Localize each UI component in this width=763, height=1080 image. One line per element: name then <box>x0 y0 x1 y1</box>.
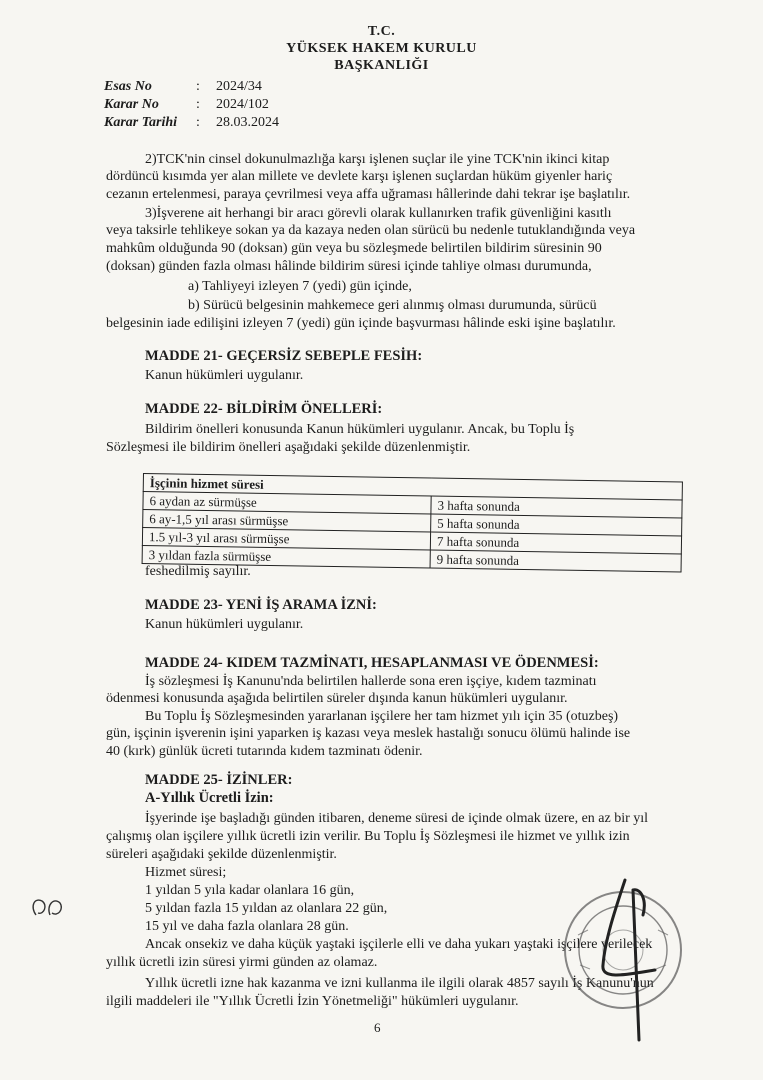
meta-sep: : <box>196 79 200 94</box>
article-21-body: Kanun hükümleri uygulanır. <box>145 368 304 383</box>
header-office: BAŞKANLIĞI <box>334 58 429 73</box>
para-line: Yıllık ücretli izne hak kazanma ve izni kullanma ile ilgili olarak 4857 sayılı İş Kanunu'nun <box>145 976 654 991</box>
notice-cell: 3 hafta sonunda <box>431 496 682 518</box>
para-line: dördüncü kısımda yer alan millete ve devlete karşı işlenen suçlardan hüküm giyenler hariç <box>106 169 613 184</box>
table-footnote: feshedilmiş sayılır. <box>145 564 251 579</box>
case-meta <box>104 78 279 132</box>
para-line: İşyerinde işe başladığı günden itibaren, deneme süresi de içinde olmak üzere, en az bir yıl <box>145 811 649 826</box>
header-tc: T.C. <box>367 24 396 39</box>
para-line: 40 (kırk) günlük ücreti tutarında kıdem tazminatı ödenir. <box>106 744 423 759</box>
notice-cell: 5 hafta sonunda <box>431 514 682 536</box>
notice-cell: 9 hafta sonunda <box>430 550 681 572</box>
para-line: Ancak onsekiz ve daha küçük yaştaki işçilerle elli ve daha yukarı yaştaki işçilere verilecek <box>145 937 653 952</box>
duration-cell: 6 ay-1,5 yıl arası sürmüşse <box>143 510 431 533</box>
signature-icon <box>595 870 675 1050</box>
article-24-title: MADDE 24- KIDEM TAZMİNATI, HESAPLANMASI VE ÖDENMESİ: <box>145 655 599 671</box>
article-25-title: MADDE 25- İZİNLER: <box>145 772 293 788</box>
meta-row-karar <box>104 96 279 114</box>
para-line: Bildirim önelleri konusunda Kanun hükümleri uygulanır. Ancak, bu Toplu İş <box>145 422 575 437</box>
notice-cell: 7 hafta sonunda <box>430 532 681 554</box>
para-line: çalışmış olan işçilere yıllık ücretli izin verilir. Bu Toplu İş Sözleşmesi ile hizmet ve yıllık izin <box>106 829 630 844</box>
meta-value: 2024/102 <box>216 97 269 112</box>
para-line: Sözleşmesi ile bildirim önelleri aşağıdaki şekilde düzenlenmiştir. <box>106 440 471 455</box>
article-25-subtitle: A-Yıllık Ücretli İzin: <box>145 790 274 806</box>
meta-sep: : <box>196 115 200 130</box>
meta-value: 28.03.2024 <box>216 115 279 130</box>
para-line: İş sözleşmesi İş Kanunu'nda belirtilen hallerde sona eren işçiye, kıdem tazminatı <box>145 674 597 689</box>
para-line: yıllık ücretli izin süresi yirmi günden az olamaz. <box>106 955 378 970</box>
para-line: a) Tahliyeyi izleyen 7 (yedi) gün içinde, <box>188 279 412 294</box>
para-line: ödenmesi konusunda aşağıda belirtilen süreler dışında kanun hükümleri uygulanır. <box>106 691 568 706</box>
article-23-title: MADDE 23- YENİ İŞ ARAMA İZNİ: <box>145 597 377 613</box>
article-22-title: MADDE 22- BİLDİRİM ÖNELLERİ: <box>145 401 383 417</box>
meta-label: Esas No <box>104 79 152 94</box>
meta-row-esas <box>104 78 279 96</box>
duration-cell: 6 aydan az sürmüşse <box>143 492 431 515</box>
para-line: gün, işçinin işverenin işini yaparken iş kazası veya meslek hastalığı sonucu ölümü halinde ise <box>106 726 631 741</box>
para-line: 1 yıldan 5 yıla kadar olanlara 16 gün, <box>145 883 355 898</box>
initials-icon <box>28 893 78 923</box>
article-23-body: Kanun hükümleri uygulanır. <box>145 617 304 632</box>
header-institution: YÜKSEK HAKEM KURULU <box>286 41 477 56</box>
meta-sep: : <box>196 97 200 112</box>
para-line: 5 yıldan fazla 15 yıldan az olanlara 22 gün, <box>145 901 388 916</box>
para-line: b) Sürücü belgesinin mahkemece geri alınmış olması durumunda, sürücü <box>188 298 597 313</box>
meta-value: 2024/34 <box>216 79 262 94</box>
duration-cell: 1.5 yıl-3 yıl arası sürmüşse <box>142 528 430 551</box>
para-line: cezanın ertelenmesi, paraya çevrilmesi veya affa uğraması hâllerinde dahi tekrar işe başlatılır. <box>106 187 631 202</box>
meta-label: Karar No <box>104 97 159 112</box>
article-21-title: MADDE 21- GEÇERSİZ SEBEPLE FESİH: <box>145 348 423 364</box>
para-line: 15 yıl ve daha fazla olanlara 28 gün. <box>145 919 349 934</box>
para-line: süreleri aşağıdaki şekilde düzenlenmiştir. <box>106 847 337 862</box>
para-line: 2)TCK'nin cinsel dokunulmazlığa karşı işlenen suçlar ile yine TCK'nin ikinci kitap <box>145 152 610 167</box>
para-line: veya taksirle tehlikeye sokan ya da kazaya neden olan sürücü bu nedenle tutuklandığında veya <box>106 223 636 238</box>
page-number: 6 <box>374 1020 381 1035</box>
para-line: Hizmet süresi; <box>145 865 227 880</box>
notice-period-table <box>142 473 683 572</box>
para-line: mahkûm olduğunda 90 (doksan) gün veya bu sözleşmede belirtilen bildirim süresinin 90 <box>106 241 602 256</box>
table-header-cell: İşçinin hizmet süresi <box>143 474 682 500</box>
para-line: ilgili maddeleri ile "Yıllık Ücretli İzin Yönetmeliği" hükümleri uygulanır. <box>106 994 519 1009</box>
para-line: belgesinin iade edilişini izleyen 7 (yedi) gün içinde başvurması hâlinde eski işine başlatılır. <box>106 316 616 331</box>
para-line: (doksan) günden fazla olması hâlinde bildirim süresi içinde tahliye olması durumunda, <box>106 259 592 274</box>
para-line: Bu Toplu İş Sözleşmesinden yararlanan işçilere her tam hizmet yılı için 35 (otuzbeş) <box>145 709 619 724</box>
meta-row-tarih <box>104 114 279 132</box>
duration-cell: 3 yıldan fazla sürmüşse <box>142 545 430 568</box>
meta-label: Karar Tarihi <box>104 115 178 130</box>
para-line: 3)İşverene ait herhangi bir aracı görevli olarak kullanırken trafik güvenliğini kasıtlı <box>145 206 612 221</box>
